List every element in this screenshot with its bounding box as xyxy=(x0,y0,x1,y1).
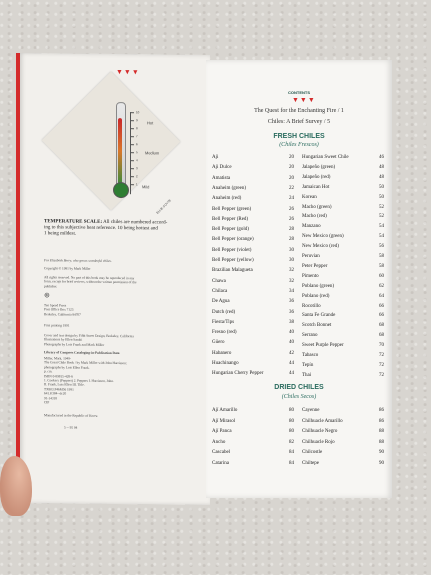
toc-entry-page: 70 xyxy=(379,343,384,349)
toc-entry-page: 80 xyxy=(289,418,294,424)
toc-entry-name: Bell Pepper (gold) xyxy=(212,227,249,233)
cip-line: TX803.P46M56 1991 xyxy=(44,387,74,392)
toc-entry-page: 40 xyxy=(289,330,294,336)
scale-number: 4 xyxy=(136,158,138,163)
thermometer-fill xyxy=(118,118,122,184)
toc-entry-page: 44 xyxy=(289,371,294,377)
toc-entry xyxy=(302,304,384,309)
toc-entry xyxy=(212,361,294,366)
toc-entry-name: Bell Pepper (yellow) xyxy=(212,258,254,263)
toc-entry xyxy=(302,165,384,170)
toc-entry-page: 84 xyxy=(289,461,294,466)
toc-entry-name: Poblano (red) xyxy=(302,293,330,299)
toc-entry xyxy=(212,330,294,335)
toc-entry-name: Ají Amarillo xyxy=(212,408,238,413)
toc-entry xyxy=(302,185,384,190)
toc-entry-name: Güero xyxy=(212,340,225,346)
toc-entry xyxy=(302,264,384,269)
toc-entry-page: 88 xyxy=(379,439,384,445)
toc-entry-page: 60 xyxy=(379,273,384,279)
toc-entry-name: Chilcostle xyxy=(302,450,323,456)
triangle-ornament-icon: ▼▼▼ xyxy=(116,68,140,77)
toc-entry xyxy=(212,419,294,424)
toc-entry xyxy=(212,440,294,445)
toc-entry xyxy=(212,248,294,253)
toc-entry-name: Tabasco xyxy=(302,353,319,358)
toc-entry-name: Anaheim (red) xyxy=(212,196,242,202)
toc-entry-name: Tepín xyxy=(302,362,314,368)
toc-entry-page: 44 xyxy=(289,361,294,366)
toc-entry-name: Rocotillo xyxy=(302,303,321,309)
toc-entry-page: 62 xyxy=(379,283,384,289)
toc-entry-page: 26 xyxy=(289,216,294,222)
toc-entry xyxy=(302,244,384,249)
cip-line: ISBN 0-89815-428-6 xyxy=(44,373,73,379)
toc-entry-page: 20 xyxy=(289,175,294,181)
scale-tick xyxy=(130,128,134,129)
toc-entry xyxy=(302,205,384,210)
toc-entry-name: Chawa xyxy=(212,278,226,284)
scale-tick xyxy=(130,160,134,161)
toc-entry xyxy=(302,461,384,466)
scale-number: 2 xyxy=(136,174,138,179)
toc-entry xyxy=(302,234,384,239)
scale-number: 7 xyxy=(136,134,138,139)
toc-entry-page: 66 xyxy=(379,313,384,319)
toc-entry-page: 58 xyxy=(379,254,384,259)
toc-entry xyxy=(302,195,384,200)
toc-survey: Chiles: A Brief Survey / 5 xyxy=(267,119,331,125)
toc-entry-name: Jamaican Hot xyxy=(302,184,330,190)
toc-entry-page: 86 xyxy=(379,418,384,424)
toc-entry-name: Bell Pepper (Red) xyxy=(212,216,249,222)
toc-entry-name: Manzano xyxy=(302,224,321,230)
toc-entry xyxy=(212,351,294,356)
toc-entry-page: 46 xyxy=(379,155,384,160)
toc-entry xyxy=(302,373,384,378)
dedication: For Elizabeth Berry, who grows wonderful chiles. xyxy=(44,258,112,263)
toc-entry-page: 34 xyxy=(289,288,294,294)
toc-entry xyxy=(212,461,294,466)
toc-entry-page: 36 xyxy=(289,299,294,305)
scale-mild: Mild xyxy=(142,184,150,190)
toc-entry-name: Ancho xyxy=(212,439,226,445)
toc-entry xyxy=(212,279,294,284)
scale-tick xyxy=(130,112,134,113)
toc-entry-page: 28 xyxy=(289,227,294,233)
toc-entry xyxy=(302,363,384,368)
toc-entry xyxy=(212,320,294,325)
scale-diamond xyxy=(42,72,181,211)
thermometer-bulb xyxy=(113,182,129,198)
cip-line: 91-14318 xyxy=(44,395,57,401)
scale-hot: Hot xyxy=(147,120,154,126)
toc-entry-name: Ají Panca xyxy=(212,429,232,435)
toc-entry-page: 88 xyxy=(379,429,384,435)
temperature-heading: TEMPERATURE SCALE: xyxy=(44,219,103,225)
toc-entry-name: New Mexico (green) xyxy=(302,234,344,240)
toc-entry-name: Poblano (green) xyxy=(302,283,335,289)
toc-entry-name: Sweet Purple Pepper xyxy=(302,343,344,349)
cip-line: II. Frank, Lois Ellen III. Title. xyxy=(44,382,85,388)
toc-entry xyxy=(212,289,294,294)
toc-entry-name: Serrano xyxy=(302,333,318,339)
toc-entry xyxy=(212,429,294,434)
toc-entry-page: 32 xyxy=(289,268,294,274)
printing-info: First printing 1991 xyxy=(44,323,70,328)
toc-entry-name: Scotch Bonnet xyxy=(302,323,332,329)
scale-number: 3 xyxy=(136,166,138,171)
toc-entry-name: Bell Pepper (violet) xyxy=(212,247,252,253)
toc-entry-page: 20 xyxy=(289,165,294,171)
fresh-chiles-subheading: (Chiles Frescos) xyxy=(279,142,319,148)
toc-entry xyxy=(212,299,294,304)
toc-entry xyxy=(212,207,294,212)
scale-tick xyxy=(130,168,134,169)
toc-entry-page: 68 xyxy=(379,323,384,329)
toc-entry xyxy=(302,214,384,219)
toc-entry-page: 90 xyxy=(379,461,384,466)
toc-entry-name: Thai xyxy=(302,372,312,378)
toc-entry-page: 50 xyxy=(379,194,384,200)
toc-entry xyxy=(212,340,294,345)
toc-entry-page: 80 xyxy=(289,429,294,435)
cip-line: The Great Chile Book / by Mark Miller with John Harrisson; xyxy=(44,360,127,366)
triangle-ornament-icon: ▼▼▼ xyxy=(292,96,316,104)
toc-entry xyxy=(212,176,294,181)
toc-entry-name: Bell Pepper (green) xyxy=(212,206,252,212)
scale-tick xyxy=(130,176,134,177)
design-credits: Cover and text design by Fifth Street Design, Berkeley, California Illustrations by Ellen Sasaki Photographs by Lois Frank and Mark Miller xyxy=(44,333,134,347)
scale-tick xyxy=(130,136,134,137)
scale-number: 1 xyxy=(136,182,138,187)
toc-entry-page: 80 xyxy=(289,408,294,413)
scale-number: 6 xyxy=(136,142,138,147)
cip-line: CIP xyxy=(44,400,50,405)
toc-entry-name: Chilaca xyxy=(212,288,228,294)
ten-speed-logo-icon: ⊛ xyxy=(44,291,50,300)
toc-entry xyxy=(212,258,294,263)
toc-entry-name: Chilhuacle Amarillo xyxy=(302,418,343,424)
toc-entry-page: 72 xyxy=(379,362,384,368)
toc-entry-name: New Mexico (red) xyxy=(302,244,339,250)
toc-entry xyxy=(302,353,384,358)
toc-entry xyxy=(302,450,384,455)
toc-entry-page: 38 xyxy=(289,319,294,325)
toc-entry-page: 28 xyxy=(289,237,294,243)
toc-entry xyxy=(302,175,384,180)
toc-entry xyxy=(212,227,294,232)
scale-number: 5 xyxy=(136,150,138,155)
toc-entry-name: Peter Pepper xyxy=(302,263,328,269)
toc-entry-page: 30 xyxy=(289,258,294,263)
toc-entry-name: Korean xyxy=(302,194,317,200)
toc-entry-page: 64 xyxy=(379,293,384,299)
toc-entry xyxy=(212,155,294,160)
toc-entry xyxy=(302,254,384,259)
illustrator-credit: ELLIE COYTE xyxy=(155,198,172,215)
toc-entry-name: Jalapeño (red) xyxy=(302,174,331,180)
toc-entry xyxy=(302,274,384,279)
toc-entry-name: Aji xyxy=(212,155,219,160)
toc-entry-name: Catarina xyxy=(212,461,229,466)
toc-entry-name: Peruvian xyxy=(302,254,320,259)
toc-entry-page: 52 xyxy=(379,214,384,220)
toc-entry xyxy=(212,310,294,315)
publisher-address: Ten Speed Press Post Office Box 7123 Berkeley, California 94707 xyxy=(44,303,81,317)
right-page xyxy=(206,60,392,498)
copyright: Copyright © 1991 by Mark Miller xyxy=(44,266,91,271)
toc-entry xyxy=(212,268,294,273)
toc-entry xyxy=(302,333,384,338)
toc-entry-page: 40 xyxy=(289,340,294,346)
cip-line: 641.6'384--dc20 xyxy=(44,391,67,396)
toc-entry-page: 26 xyxy=(289,206,294,212)
toc-entry xyxy=(302,419,384,424)
toc-entry-page: 84 xyxy=(289,450,294,456)
toc-entry-name: Habanero xyxy=(212,350,232,356)
scale-number: 10 xyxy=(136,110,140,115)
toc-entry xyxy=(212,217,294,222)
toc-entry-page: 72 xyxy=(379,372,384,378)
toc-entry xyxy=(212,408,294,413)
toc-entry-name: Chilhuacle Negro xyxy=(302,429,338,435)
toc-entry-page: 36 xyxy=(289,309,294,315)
rights-notice: All rights reserved. No part of this book may be reproduced in any form, except for brief reviews, without the written permission of the publisher. xyxy=(44,275,137,289)
toc-entry-name: Brazilian Malagueta xyxy=(212,268,253,274)
scale-tick xyxy=(130,120,134,121)
toc-entry xyxy=(302,343,384,348)
toc-entry-page: 66 xyxy=(379,303,384,309)
toc-entry-page: 42 xyxy=(289,350,294,356)
toc-entry-page: 20 xyxy=(289,155,294,160)
toc-entry-page: 50 xyxy=(379,184,384,190)
dried-chiles-heading: DRIED CHILES xyxy=(274,384,324,391)
temperature-scale-text: TEMPERATURE SCALE: All chiles are numbered accord- ing to this subjective heat reference. 10 being hottest and 1 being mildest. xyxy=(44,219,168,237)
toc-entry-page: 32 xyxy=(289,278,294,284)
cip-line: Miller, Mark, 1949- xyxy=(44,356,71,361)
fresh-chiles-heading: FRESH CHILES xyxy=(273,133,325,140)
toc-entry-name: Pimento xyxy=(302,273,319,279)
toc-entry-page: 86 xyxy=(379,408,384,413)
toc-entry-page: 68 xyxy=(379,333,384,339)
toc-entry-page: 54 xyxy=(379,234,384,240)
toc-entry-name: Santa Fe Grande xyxy=(302,313,336,319)
toc-entry-page: 82 xyxy=(289,439,294,445)
toc-entry-name: Cayenne xyxy=(302,408,320,413)
toc-entry-page: 30 xyxy=(289,247,294,253)
scale-number: 8 xyxy=(136,126,138,131)
toc-entry-page: 48 xyxy=(379,174,384,180)
toc-entry xyxy=(302,224,384,229)
toc-entry-name: Ají Mirasol xyxy=(212,418,236,424)
dried-chiles-subheading: (Chiles Secos) xyxy=(281,394,317,400)
scale-number: 9 xyxy=(136,118,138,123)
toc-entry-name: Macho (red) xyxy=(302,214,327,220)
toc-entry-name: Jalapeño (green) xyxy=(302,164,336,170)
toc-entry xyxy=(302,323,384,328)
toc-entry-name: Anaheim (green) xyxy=(212,185,247,191)
toc-entry-page: 52 xyxy=(379,204,384,210)
toc-entry-name: Chilhuacle Rojo xyxy=(302,439,335,445)
cip-line: photographs by Lois Ellen Frank. xyxy=(44,365,90,370)
toc-entry-name: De Agua xyxy=(212,299,230,305)
toc-entry-page: 58 xyxy=(379,263,384,269)
toc-entry-page: 22 xyxy=(289,185,294,191)
manufactured-in: Manufactured in the Republic of Korea xyxy=(44,413,98,418)
booklet xyxy=(16,48,398,504)
scale-tick xyxy=(130,144,134,145)
toc-entry xyxy=(212,165,294,170)
toc-entry-page: 90 xyxy=(379,450,384,456)
scale-tick xyxy=(130,152,134,153)
scale-tick xyxy=(130,184,134,185)
toc-entry xyxy=(212,196,294,201)
toc-entry-name: Aji Dulce xyxy=(212,165,232,171)
toc-entry xyxy=(212,371,294,376)
printing-line: 5 -- 95 94 xyxy=(64,425,78,430)
cip-line: 1. Cookery (Peppers) 2. Peppers I. Harrisson, John. xyxy=(44,378,114,384)
toc-entry-page: 72 xyxy=(379,353,384,358)
toc-entry-name: Bell Pepper (orange) xyxy=(212,237,254,243)
toc-entry xyxy=(302,429,384,434)
toc-entry-name: Huachinango xyxy=(212,361,239,366)
toc-entry xyxy=(212,237,294,242)
cip-title: Library of Congress Cataloging-in-Publication Data xyxy=(44,350,120,356)
toc-entry-name: Macho (green) xyxy=(302,204,332,210)
toc-entry-name: Hungarian Cherry Pepper xyxy=(212,371,264,377)
cip-line: p. cm. xyxy=(44,369,53,374)
toc-entry xyxy=(212,450,294,455)
toc-entry xyxy=(302,294,384,299)
toc-entry-name: Dutch (red) xyxy=(212,309,236,315)
toc-entry xyxy=(302,408,384,413)
toc-entry xyxy=(212,186,294,191)
toc-entry xyxy=(302,313,384,318)
scale-medium: Medium xyxy=(145,150,160,156)
contents-heading: CONTENTS xyxy=(288,90,310,95)
toc-entry-name: Fresno (red) xyxy=(212,330,237,336)
toc-entry-name: Amatista xyxy=(212,175,231,181)
toc-entry-name: Hungarian Sweet Chile xyxy=(302,155,349,160)
toc-entry-name: Cascabel xyxy=(212,450,231,456)
toc-entry-page: 56 xyxy=(379,244,384,250)
toc-entry-page: 24 xyxy=(289,196,294,202)
toc-entry xyxy=(302,440,384,445)
cip-data xyxy=(44,356,194,406)
toc-entry-page: 54 xyxy=(379,224,384,230)
toc-entry xyxy=(302,284,384,289)
toc-quest: The Quest for the Enchanting Fire / 1 xyxy=(254,108,344,114)
toc-entry-page: 48 xyxy=(379,164,384,170)
toc-entry-name: Fiesta/Tips xyxy=(212,319,235,325)
left-page xyxy=(16,53,210,505)
toc-entry xyxy=(302,155,384,160)
toc-entry-name: Chiltepe xyxy=(302,461,319,466)
